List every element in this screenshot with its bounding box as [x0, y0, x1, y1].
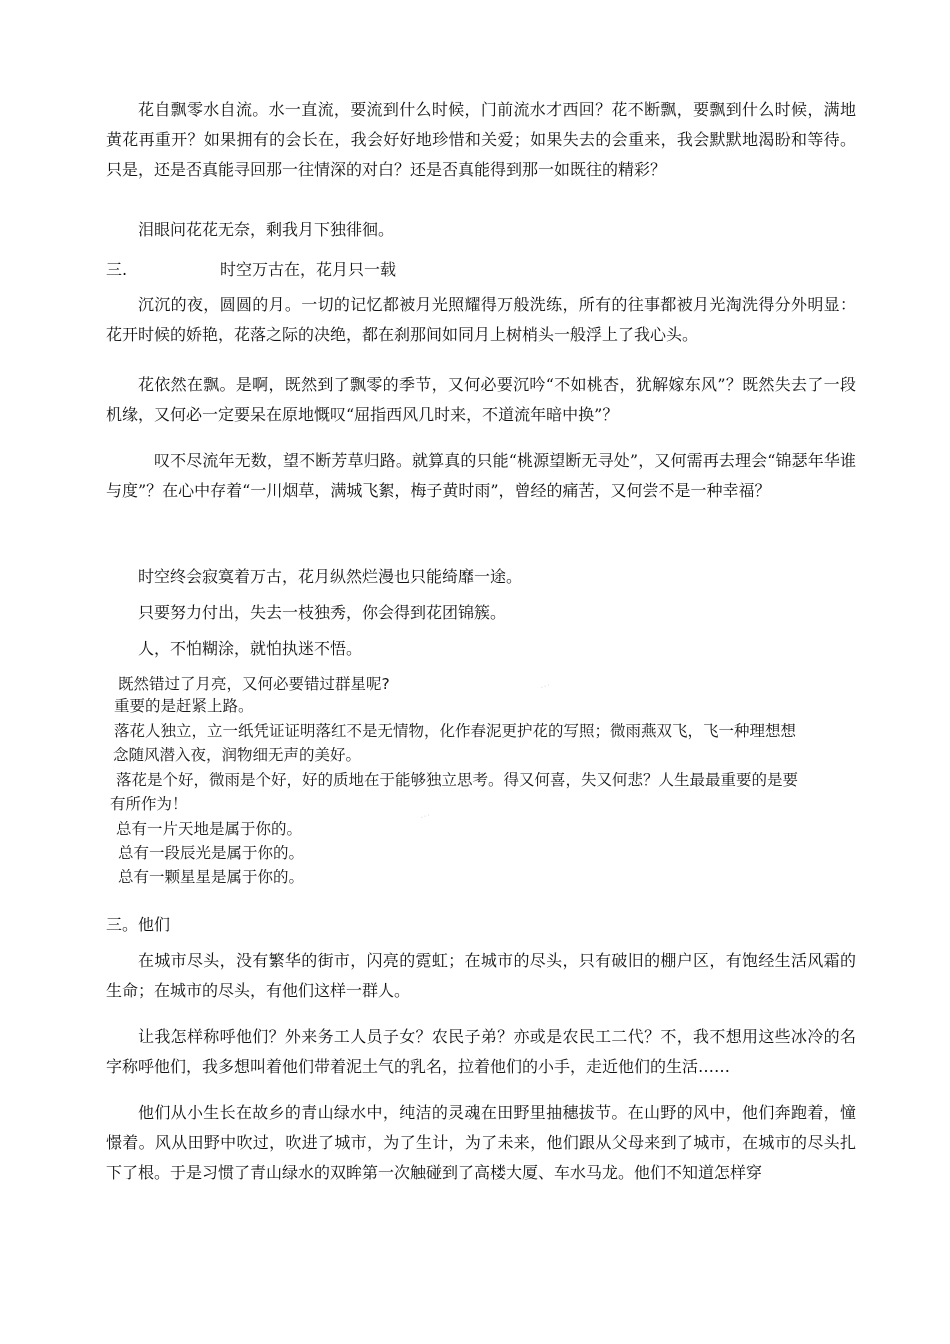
paragraph-endless-years: 叹不尽流年无数，望不断芳草归路。就算真的只能“桃源望断无寻处”，又何需再去理会“锦瑟年华谁与度”？在心中存着“一川烟草，满城飞絮，梅子黄时雨”，曾经的痛苦，又何尝不是一种幸福？: [106, 451, 856, 500]
paragraph-city-edge: 在城市尽头，没有繁华的街市，闪亮的霓虹；在城市的尽头，只有破旧的棚户区，有饱经生活风霜的生命；在城市的尽头，有他们这样一群人。: [106, 951, 856, 1000]
paragraph-hometown: 他们从小生长在故乡的青山绿水中，纯洁的灵魂在田野里抽穗拔节。在山野的风中，他们奔跑着，憧憬着。风从田野中吹过，吹进了城市，为了生计，为了未来，他们跟从父母来到了城市，在城市的尽头扎下了根。于是习惯了青山绿水的双眸第一次触碰到了高楼大厦、车水马龙。他们不知道怎样穿: [106, 1103, 856, 1182]
quote-line: 重要的是赶紧上路。: [114, 697, 254, 715]
quote-line: 念随风潜入夜，润物细无声的美好。: [113, 746, 362, 764]
quote-line: 落花人独立，立一纸凭证证明落红不是无情物，化作春泥更护花的写照；微雨燕双飞，飞一种理想想: [114, 722, 797, 740]
quote-line: 总有一颗星星是属于你的。: [118, 868, 305, 886]
paragraph-tearful-eyes: 泪眼问花花无奈，剩我月下独徘徊。: [138, 220, 395, 239]
section-number: 三.: [106, 260, 128, 279]
quote-line: 有所作为！: [110, 795, 188, 813]
paragraph-confusion: 人，不怕糊涂，就怕执迷不悟。: [138, 639, 363, 658]
quote-line: 落花是个好，微雨是个好，好的质地在于能够独立思考。得又何喜，失又何悲？人生最最重要的是要: [116, 771, 799, 789]
paragraph-night-moon: 沉沉的夜，圆圆的月。一切的记忆都被月光照耀得万般洗练，所有的往事都被月光淘洗得分外明显：花开时候的娇艳，花落之际的决绝，都在刹那间如同月上树梢头一般浮上了我心头。: [106, 295, 856, 344]
section-title: 时空万古在，花月只一载: [220, 260, 397, 279]
paragraph-flowers-drifting: 花依然在飘。是啊，既然到了飘零的季节，又何必要沉吟“不如桃杏，犹解嫁东风”？既然失去了一段机缘，又何必一定要呆在原地慨叹“屈指西风几时来，不道流年暗中换”？: [106, 375, 856, 424]
watermark-mark: ···: [538, 678, 553, 695]
paragraph-effort: 只要努力付出，失去一枝独秀，你会得到花团锦簇。: [138, 603, 507, 622]
paragraph-time-space: 时空终会寂寞着万古，花月纵然烂漫也只能绮靡一途。: [138, 567, 523, 586]
section-heading-3: [106, 255, 856, 285]
section-heading-they: 三。他们: [106, 915, 171, 934]
quote-line: 总有一段辰光是属于你的。: [118, 844, 305, 862]
watermark-mark: ···: [418, 808, 433, 825]
quote-line: 既然错过了月亮，又何必要错过群星呢?: [118, 675, 390, 693]
paragraph-how-to-call: 让我怎样称呼他们？外来务工人员子女？农民子弟？亦或是农民工二代？不，我不想用这些冰冷的名字称呼他们，我多想叫着他们带着泥土气的乳名，拉着他们的小手，走近他们的生活……: [106, 1027, 856, 1076]
quote-line: 总有一片天地是属于你的。: [116, 820, 303, 838]
paragraph-flowers-flow: 花自飘零水自流。水一直流，要流到什么时候，门前流水才西回？花不断飘，要飘到什么时候，满地黄花再重开？如果拥有的会长在，我会好好地珍惜和关爱；如果失去的会重来，我会默默地渴盼和等待。只是，还是否真能寻回那一往情深的对白？还是否真能得到那一如既往的精彩？: [106, 100, 856, 179]
